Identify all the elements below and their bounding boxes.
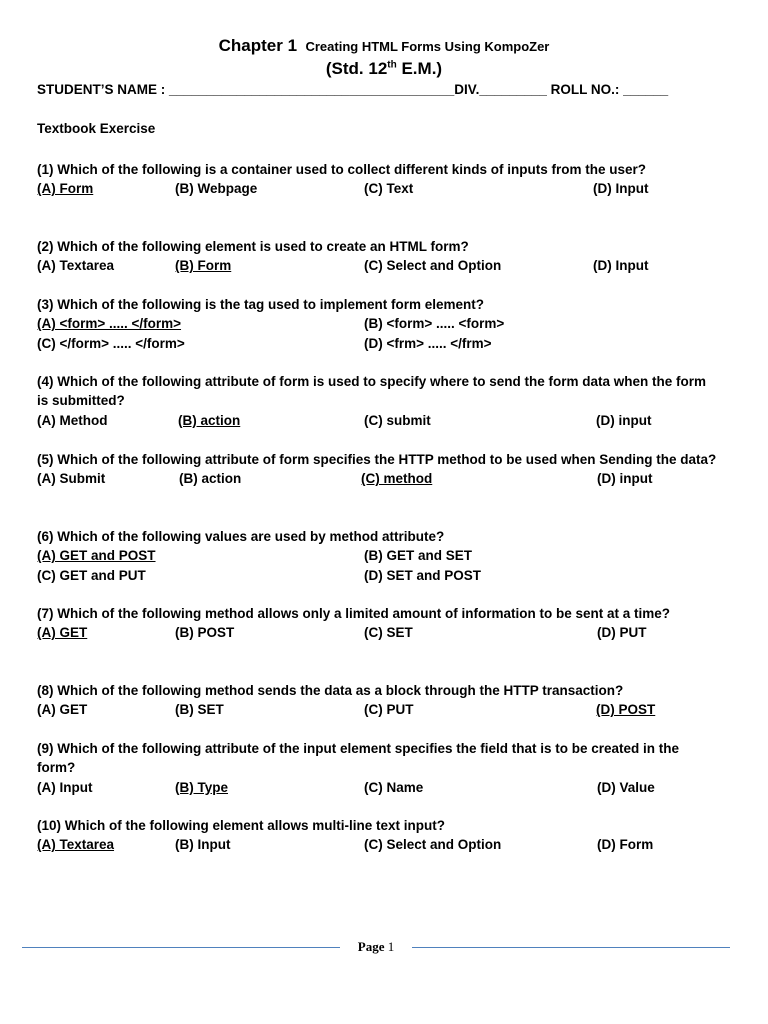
option-a: (A) GET [37,702,88,718]
chapter-heading [0,36,768,56]
question-9 [37,739,717,797]
question-text: (2) Which of the following element is used to create an HTML form? [37,239,469,254]
option-b: (B) GET and SET [364,548,472,564]
section-title: Textbook Exercise [37,121,156,136]
option-c: (C) Select and Option [364,837,502,853]
option-a: (A) Form [37,181,94,197]
question-1 [37,160,717,199]
option-d: (D) <frm> ..... </frm> [364,335,492,351]
option-c: (C) submit [364,412,431,428]
option-a: (A) GET and POST [37,548,156,564]
option-b: (B) <form> ..... <form> [364,316,505,332]
option-a: (A) <form> ..... </form> [37,316,182,332]
chapter-title: Creating HTML Forms Using KompoZer [305,39,550,54]
option-d: (D) Input [593,258,649,274]
question-text: (3) Which of the following is the tag used to implement form element? [37,297,485,312]
option-d: (D) Input [593,181,649,197]
chapter-number: Chapter 1 [218,36,298,55]
option-c: (C) GET and PUT [37,567,146,583]
page-number-value: 1 [387,939,395,954]
option-a: (A) Submit [37,471,106,487]
page-label: Page [357,939,385,954]
option-a: (A) GET [37,625,88,641]
option-b: (B) action [179,471,242,487]
option-c: (C) Name [364,779,424,795]
footer-rule-left [22,947,340,948]
option-a: (A) Textarea [37,837,115,853]
option-a: (A) Method [37,412,108,428]
option-b: (B) POST [175,625,235,641]
option-c: (C) Text [364,181,414,197]
footer-rule-right [412,947,730,948]
question-5 [37,450,717,489]
std-suffix: E.M.) [396,59,443,78]
option-c: (C) method [361,471,433,487]
option-c: (C) </form> ..... </form> [37,335,185,351]
option-b: (B) Form [175,258,232,274]
option-c: (C) SET [364,625,413,641]
option-a: (A) Input [37,779,93,795]
option-b: (B) action [178,412,241,428]
question-text: (7) Which of the following method allows only a limited amount of information to be sent at a time? [37,606,671,621]
standard-heading [0,59,768,79]
question-text: (4) Which of the following attribute of form is used to specify where to send the form data when the form is submitted? [37,374,707,409]
option-d: (D) POST [596,702,656,718]
question-6 [37,527,717,585]
option-b: (B) SET [175,702,224,718]
question-10 [37,816,717,855]
std-prefix: (Std. 12 [325,59,388,78]
question-7 [37,604,717,643]
option-a: (A) Textarea [37,258,115,274]
question-text: (1) Which of the following is a container used to collect different kinds of inputs from the user? [37,162,647,177]
question-text: (5) Which of the following attribute of form specifies the HTTP method to be used when Sending the data? [37,452,717,467]
option-d: (D) Form [597,837,654,853]
student-info-line: STUDENT’S NAME : ______________________________________DIV._________ ROLL NO.: ______ [37,82,669,97]
question-text: (9) Which of the following attribute of the input element specifies the field that is to be created in the form? [37,741,680,776]
option-c: (C) PUT [364,702,414,718]
question-text: (6) Which of the following values are used by method attribute? [37,529,445,544]
question-text: (8) Which of the following method sends the data as a block through the HTTP transaction? [37,683,624,698]
option-d: (D) PUT [597,625,647,641]
question-4 [37,372,717,430]
option-d: (D) input [596,412,652,428]
option-b: (B) Webpage [175,181,258,197]
page-footer [0,939,768,959]
option-d: (D) input [597,471,653,487]
option-b: (B) Input [175,837,231,853]
page-number [346,939,406,955]
option-d: (D) Value [597,779,655,795]
option-d: (D) SET and POST [364,567,482,583]
option-b: (B) Type [175,779,228,795]
std-sup: th [387,59,397,71]
question-2 [37,237,717,276]
option-c: (C) Select and Option [364,258,502,274]
question-8 [37,681,717,720]
question-text: (10) Which of the following element allows multi-line text input? [37,818,446,833]
question-3 [37,295,717,353]
